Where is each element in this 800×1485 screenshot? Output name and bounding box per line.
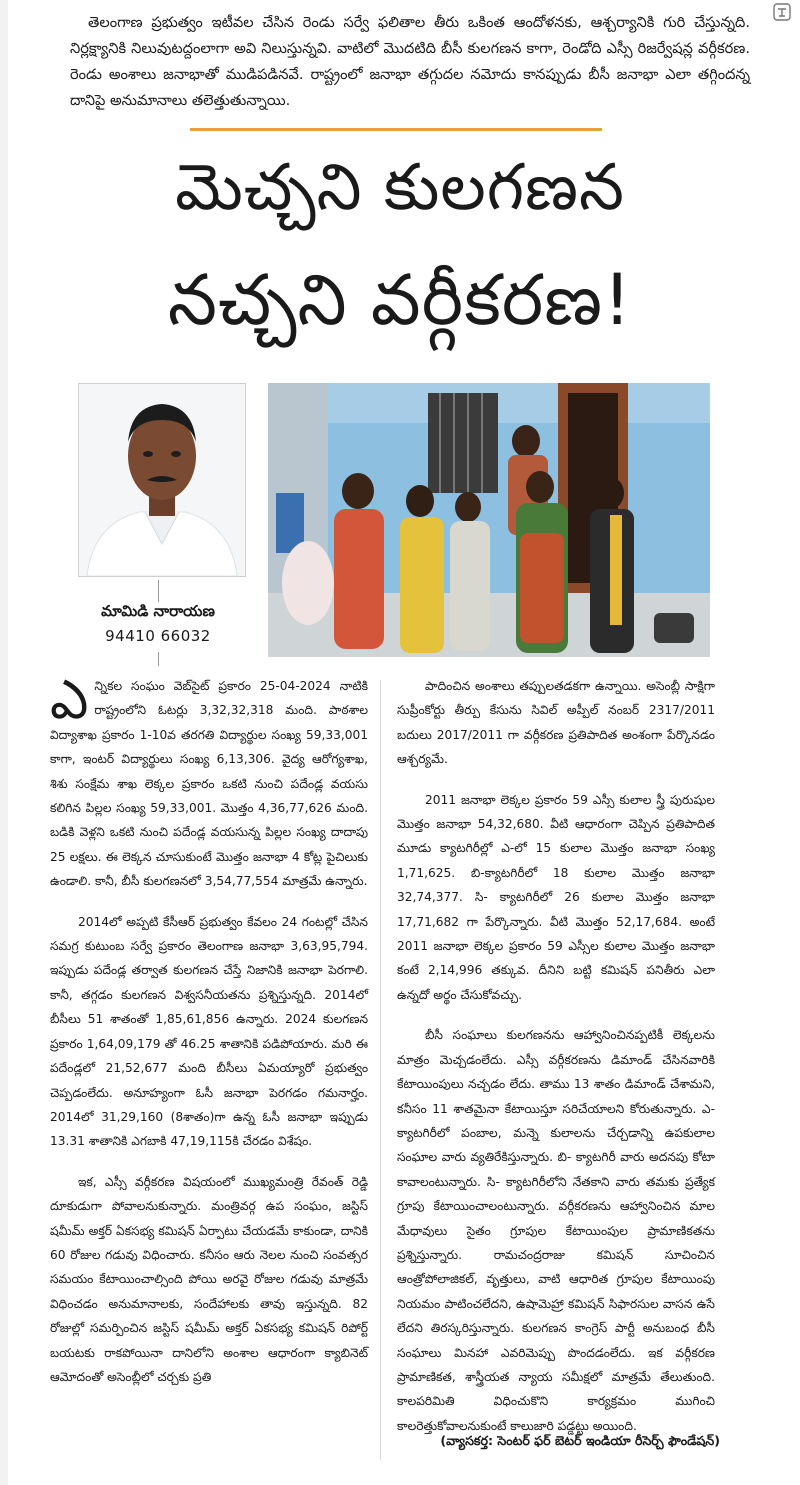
- author-rule-top: [158, 580, 159, 602]
- page-edge: [0, 0, 8, 1485]
- right-paragraph-1: పాదించిన అంశాలు తప్పులతడకగా ఉన్నాయి. అసెంబ్లీ సాక్షిగా సుప్రీంకోర్టు తీర్పు కేసును సివిల్ అప్పీల్ నంబర్ 2317/2011 బదులు 2017/2011 గా వర్గీకరణ ప్రతిపాదిత అంశంగా పేర్కొనడం ఆశ్చర్యమే.: [397, 679, 715, 767]
- headline-line-1: మెచ్చని కులగణన: [175, 151, 625, 225]
- left-paragraph-2: 2014లో అప్పటి కేసీఆర్ ప్రభుత్వం కేవలం 24 గంటల్లో చేసిన సమగ్ర కుటుంబ సర్వే ప్రకారం తెలంగాణ జనాభా 3,63,95,794. ఇప్పుడు పదేండ్ల తర్వాత కులగణన చేస్తే నిజానికి జనాభా పెరగాలి. కానీ, తగ్గడం కులగణన విశ్వసనీయతను ప్రశ్నిస్తున్నది. 2014లో బీసీలు 51 శాతంతో 1,85,61,856 ఉన్నారు. 2024 కులగణన ప్రకారం 1,64,09,179 తో 46.25 శాతానికి పడిపోయారు. మరి ఈ పదేండ్లలో 21,52,677 మంది బీసీలు ఏమయ్యారో ప్రభుత్వం చెప్పడంలేదు. అనూహ్యంగా ఓసీ జనాభా పెరగడం గమనార్హం. 2014లో 31,29,160 (8శాతం)గా ఉన్న ఓసీ జనాభా ఇప్పుడు 13.31 శాతానికి ఎగబాకి 47,19,115కి చేరడం విశేషం.: [50, 914, 368, 1149]
- column-divider: [380, 680, 381, 1460]
- author-phone: 94410 66032: [105, 627, 211, 645]
- translate-icon[interactable]: [772, 2, 792, 22]
- right-paragraph-3: బీసీ సంఘాలు కులగణనను ఆహ్వానించినప్పటికీ లెక్కలను మాత్రం మెచ్చడంలేదు. ఎస్సీ వర్గీకరణను డిమాండ్ చేసినవారికి కేటాయింపులు నచ్చడం లేదు. తాము 13 శాతం డిమాండ్ చేశామని, కనీసం 11 శాతమైనా కేటాయిస్తూ సరిచేయాలని కోరుతున్నారు. ఎ- క్యాటగిరీలో పంబాల, మన్నె కులాలను చేర్చడాన్ని ఉపకులాల సంఘాల వారు వ్యతిరేకిస్తున్నారు. బి- క్యాటగిరీ వారు అదనపు కోటా కావాలంటున్నారు. సి- క్యాటగిరీలోని నేతకాని వారు తమకు ప్రత్యేక గ్రూపు కేటాయించాలంటున్నారు. వర్గీకరణను ఆహ్వానించిన మాల మేధావులు సైతం గ్రూపుల కేటాయింపుల ప్రామాణికతను ప్రశ్నిస్తున్నారు. రామచంద్రరాజు కమిషన్ సూచించిన ఆంత్రోపోలాజికల్, వృత్తులు, వాటి ఆధారిత గ్రూపుల కేటాయింపు నియమం పాటించలేదని, ఉషామెహ్రా కమిషన్ సిఫారసుల వాసన ఉసే లేదని తిరస్కరిస్తున్నారు. కులగణన కాంగ్రెస్ పార్టీ అనుబంధ బీసీ సంఘాలు మినహా ఎవరిమెప్పు పొందడంలేదు. ఇక వర్గీకరణ ప్రామాణికత, శాస్త్రీయత న్యాయ సమీక్షలో మాత్రమే తేలుతుంది. కాలపరిమితి విధించుకొని కార్యక్రమం ముగించి కాలరెత్తుకోవాలనుకుంటే కాలుజారి పడ్డట్టు అయింది.: [397, 1028, 715, 1433]
- author-name: మామిడి నారాయణ: [101, 602, 215, 620]
- right-paragraph-2: 2011 జనాభా లెక్కల ప్రకారం 59 ఎస్సీ కులాల స్త్రీ పురుషుల మొత్తం జనాభా 54,32,680. వీటి ఆధారంగా చెప్పిన ప్రతిపాదిత మూడు క్యాటగిరీల్లో ఎ-లో 15 కులాల మొత్తం జనాభా సంఖ్య 1,71,625. బి-క్యాటగిరీలో 18 కులాల మొత్తం జనాభా 32,74,377. సి- క్యాటగిరీలో 26 కులాల మొత్తం జనాభా 17,71,682 గా పేర్కొన్నారు. వీటి మొత్తం 52,17,684. అంటే 2011 జనాభా లెక్కల ప్రకారం 59 ఎస్సీల కులాల మొత్తం జనాభా కంటే 2,14,996 తక్కువ. దీనిని బట్టి కమిషన్ పనితీరు ఎలా ఉన్నదో అర్థం చేసుకోవచ్చు.: [397, 792, 715, 1002]
- author-portrait: [78, 383, 246, 577]
- headline-line-2: నచ్చని వర్గీకరణ!: [167, 259, 633, 341]
- right-column: [397, 674, 715, 1454]
- left-paragraph-1-text: న్నికల సంఘం వెబ్‌సైట్ ప్రకారం 25-04-2024 నాటికి రాష్ట్రంలోని ఓటర్లు 3,32,32,318 మంది. పాఠశాల విద్యాశాఖ ప్రకారం 1-10వ తరగతి విద్యార్థుల సంఖ్య 59,33,001 కాగా, ఇంటర్ విద్యార్థులు సంఖ్య 6,13,306. వైద్య ఆరోగ్యశాఖ, శిశు సంక్షేమ శాఖ లెక్కల ప్రకారం ఒకటి నుంచి పదేండ్ల వయసు కలిగిన పిల్లల సంఖ్య 59,33,001. మొత్తం 4,36,77,626 మంది. బడికి వెళ్లని ఒకటి నుంచి పదేండ్ల వయసున్న పిల్లల సంఖ్య దాదాపు 25 లక్షలు. ఈ లెక్కన చూసుకుంటే మొత్తం జనాభా 4 కోట్ల పైచిలుకు ఉండాలి. కానీ, బీసీ కులగణనలో 3,54,77,554 మాత్రమే ఉన్నారు.: [50, 679, 368, 889]
- author-rule-bottom: [158, 652, 159, 666]
- intro-divider: [190, 128, 602, 131]
- left-paragraph-3: ఇక, ఎస్సీ వర్గీకరణ విషయంలో ముఖ్యమంత్రి రేవంత్ రెడ్డి దూకుడుగా పోవాలనుకున్నారు. మంత్రివర్గ ఉప సంఘం, జస్టిస్ షమీమ్ అక్తర్ ఏకసభ్య కమిషన్ ఏర్పాటు చేయడమే కాకుండా, దానికి 60 రోజుల గడువు విధించారు. కనీసం ఆరు నెలల నుంచి సంవత్సర సమయం కేటాయించాల్సింది పోయి అరవై రోజుల గడువు మాత్రమే విధించడం అనుమానాలకు, సందేహాలకు తావు ఇస్తున్నది. 82 రోజుల్లో సమర్పించిన జస్టిస్ షమీమ్ అక్తర్ ఏకసభ్య కమిషన్ రిపోర్ట్ బయటకు రాకపోయినా దానిలోని అంశాల ఆధారంగా క్యాబినెట్ ఆమోదంతో అసెంబ్లీలో చర్చకు ప్రతి: [50, 1174, 368, 1384]
- left-paragraph-1: [50, 668, 368, 894]
- intro-paragraph: తెలంగాణ ప్రభుత్వం ఇటీవల చేసిన రెండు సర్వే ఫలితాల తీరు ఒకింత ఆందోళనకు, ఆశ్చర్యానికి గురి చేస్తున్నది. నిర్లక్ష్యానికి నిలువుటద్దంలాగా అవి నిలుస్తున్నవి. వాటిలో మొదటిది బీసీ కులగణన కాగా, రెండోది ఎస్సీ రిజర్వేషన్ల వర్గీకరణ. రెండు అంశాలు జనాభాతో ముడిపడినవే. రాష్ట్రంలో జనాభా తగ్గుదల నమోదు కానప్పుడు బీసీ జనాభా ఎలా తగ్గిందన్న దానిపై అనుమానాలు తలెత్తుతున్నాయి.: [70, 14, 750, 109]
- drop-cap: ఎ: [50, 668, 89, 731]
- author-credit: (వ్యాసకర్త: సెంటర్ ఫర్ బెటర్ ఇండియా రీసెర్చ్ ఫౌండేషన్): [440, 1433, 720, 1448]
- left-column: [50, 668, 368, 1405]
- survey-photo: [268, 383, 710, 657]
